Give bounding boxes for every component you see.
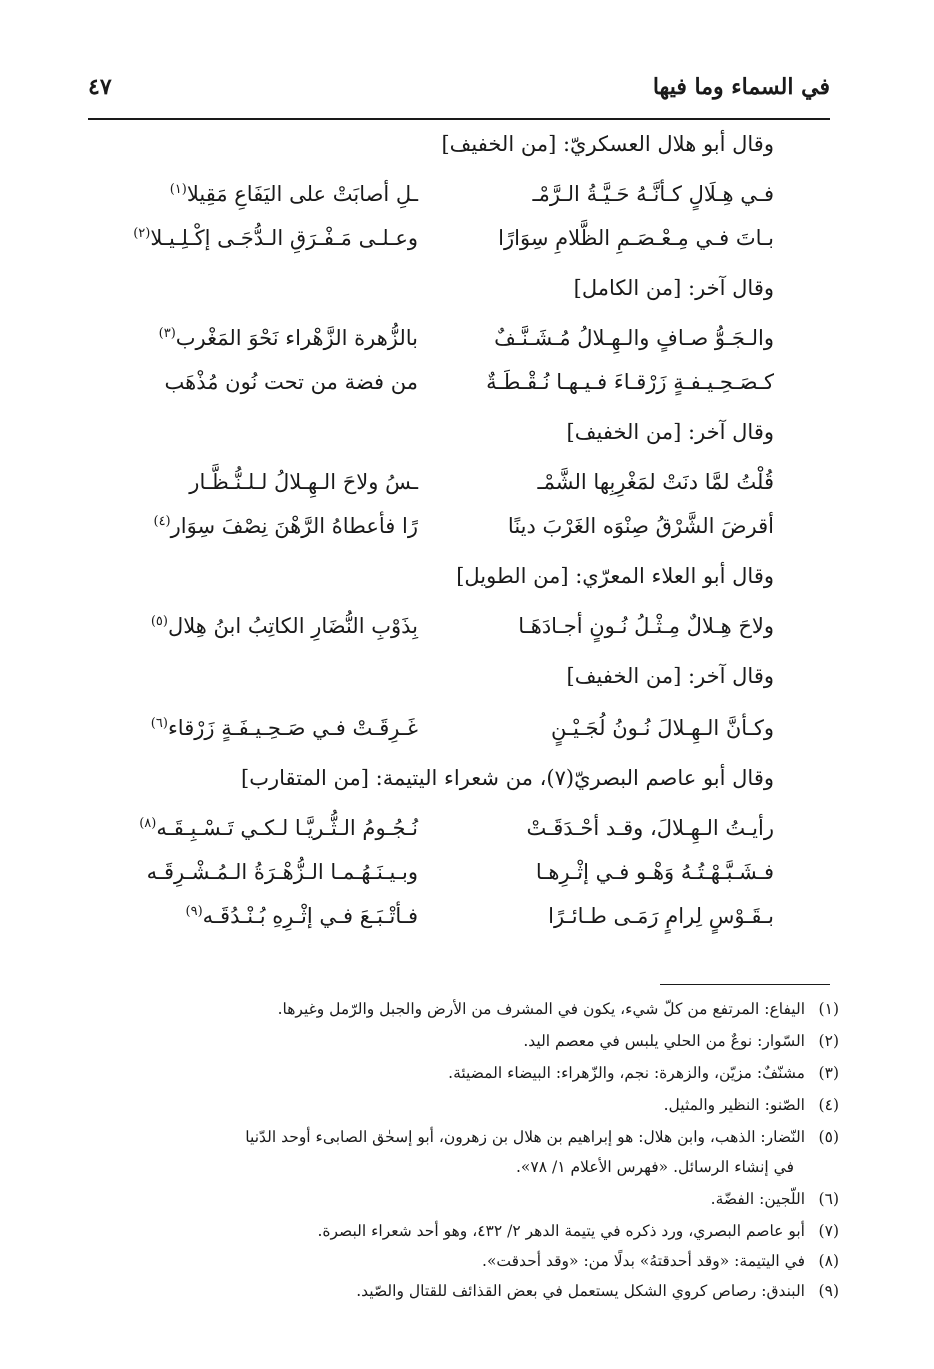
verse-first-hemistich: وكـأنَّ الـهِـلالَ نُـونُ لُجَـيْـنٍ [551,716,774,740]
footnote-marker: (٩) [185,904,203,919]
poem-intro: وقال أبو عاصم البصريّ(٧)، من شعراء اليتيمة: [من المتقارب] [241,766,774,790]
footnote-continuation: في إنشاء الرسائل. «فهرس الأعلام ١/ ٧٨». [515,1158,794,1176]
poem-intro: وقال آخر: [من الكامل] [573,276,774,300]
footnote: (٦)اللّجين: الفضّة. [710,1190,839,1208]
verse-first-hemistich: فـي هِـلَالٍ كـأنَّـهُ حَـيَّـةُ الـرَّمْـ [532,182,774,206]
footnote: (٨)في اليتيمة: «وقد أحدقتهُ» بدلًا من: «وقد أحدقت». [482,1252,839,1270]
footnote-marker: (٤) [153,514,171,529]
poem-intro: وقال آخر: [من الخفيف] [566,420,774,444]
verse-second-hemistich: فـأتْـبَـعَ فـي إثْـرِهِ بُـنْـدُقَـه$^{(٩)}$ [185,904,418,928]
footnote: (٩)البندق: رصاص كروي الشكل يستعمل في بعض القذائف للقتال والصّيد. [356,1282,839,1300]
footnote-marker: (٢) [133,226,151,241]
footnote: (٢)السّوار: نوعٌ من الحلي يلبس في معصم اليد. [523,1032,839,1050]
verse-second-hemistich: ـلِ أصابَتْ على اليَفَاعِ مَقِيلا$^{(١)}$ [169,182,418,206]
footnote-marker: (١) [169,182,187,197]
verse-first-hemistich: رأيـتُ الـهِـلالَ، وقـد أحْـدَقَـتْ [526,816,774,840]
verse-second-hemistich: بِذَوْبِ النُّضَارِ الكاتِبُ ابنُ هِلال$^{(٥)}$ [150,614,418,638]
footnote: (٥)النّضار: الذهب، وابن هلال: هو إبراهيم بن هلال بن زهرون، أبو إسحٰق الصابىء أوحد الدّنيا [245,1128,839,1146]
verse-second-hemistich: غَـرِقَـتْ فـي صَـحِـيـفَـةٍ زَرْقاء$^{(٦)}$ [150,716,418,740]
verse-second-hemistich: نُـجُـومُ الـثُّـريَّـا لـكـي تَـسْـبِـقَـه$^{(٨)}$ [139,816,418,840]
verse-first-hemistich: قُلْتُ لمَّا دنَتْ لمَغْرِبِها الشَّمْـ [537,470,774,494]
verse-first-hemistich: كـصَـحِـيـفـةٍ زَرْقـاءَ فـيـهـا نُـقْـطَـةٌ [486,370,774,394]
verse-first-hemistich: ولاحَ هِـلالٌ مِـثْـلُ نُـونٍ أجـادَهَـا [518,614,774,638]
verse-first-hemistich: بـاتَ فـي مِـعْـصَـمِ الظَّلامِ سِوَارًا [498,226,774,250]
poem-intro: وقال أبو هلال العسكريّ: [من الخفيف] [441,132,774,156]
verse-second-hemistich: وبـيـنَـهُـمـا الـزُّهْـرَةُ الـمُـشْـرِقَـه [146,860,418,884]
verse-second-hemistich: من فضة من تحت نُون مُذْهَب [164,370,418,394]
footnote: (٣)مشنّفٌ: مزيّن، والزهرة: نجم، والزّهراء: البيضاء المضيئة. [448,1064,839,1082]
verse-second-hemistich: ـسُ ولاحَ الـهِـلالُ لـلـنُّـظَّـار [189,470,418,494]
footnote-marker: (٦) [150,716,168,731]
header-rule [88,118,830,120]
poem-intro: وقال أبو العلاء المعرّي: [من الطويل] [456,564,774,588]
verse-first-hemistich: والـجَـوُّ صـافٍ والـهِـلالُ مُـشَـنَّـفٌ [494,326,774,350]
footnote: (١)اليفاع: المرتفع من كلّ شيء، يكون في المشرف من الأرض والجبل والرّمل وغيرها. [277,1000,839,1018]
footnote-marker: (٣) [158,326,176,341]
verse-second-hemistich: بالزُّهرة الزَّهْراء نَحْوَ المَغْرب$^{(٣)}$ [158,326,418,350]
verse-first-hemistich: فـشَـبَّـهْـتُـهُ وَهْـو فـي إثْـرِهـا [535,860,774,884]
running-title: في السماء وما فيها [652,74,830,100]
page-number: ٤٧ [88,74,112,100]
footnote-marker: (٨) [139,816,157,831]
footnote: (٤)الصّنو: النظير والمثيل. [663,1096,839,1114]
poem-intro: وقال آخر: [من الخفيف] [566,664,774,688]
footnote: (٧)أبو عاصم البصري، ورد ذكره في يتيمة الدهر ٢/ ٤٣٢، وهو أحد شعراء البصرة. [317,1222,839,1240]
footnote-marker: (٥) [150,614,168,629]
verse-second-hemistich: وعـلـى مَـفْـرَقِ الـدُّجَـى إكْـلِـيـلا$^{(٢)}$ [133,226,418,250]
verse-second-hemistich: رًا فأعطاهُ الرَّهْنَ نِصْفَ سِوَار$^{(٤)}$ [153,514,418,538]
footnote-separator [660,984,830,985]
page-header [88,74,830,114]
verse-first-hemistich: بـقَـوْسٍ لِرامٍ رَمَـى طـائـرًا [548,904,774,928]
verse-first-hemistich: أقرضَ الشَّرْقُ صِنْوَه الغَرْبَ دينًا [507,514,774,538]
